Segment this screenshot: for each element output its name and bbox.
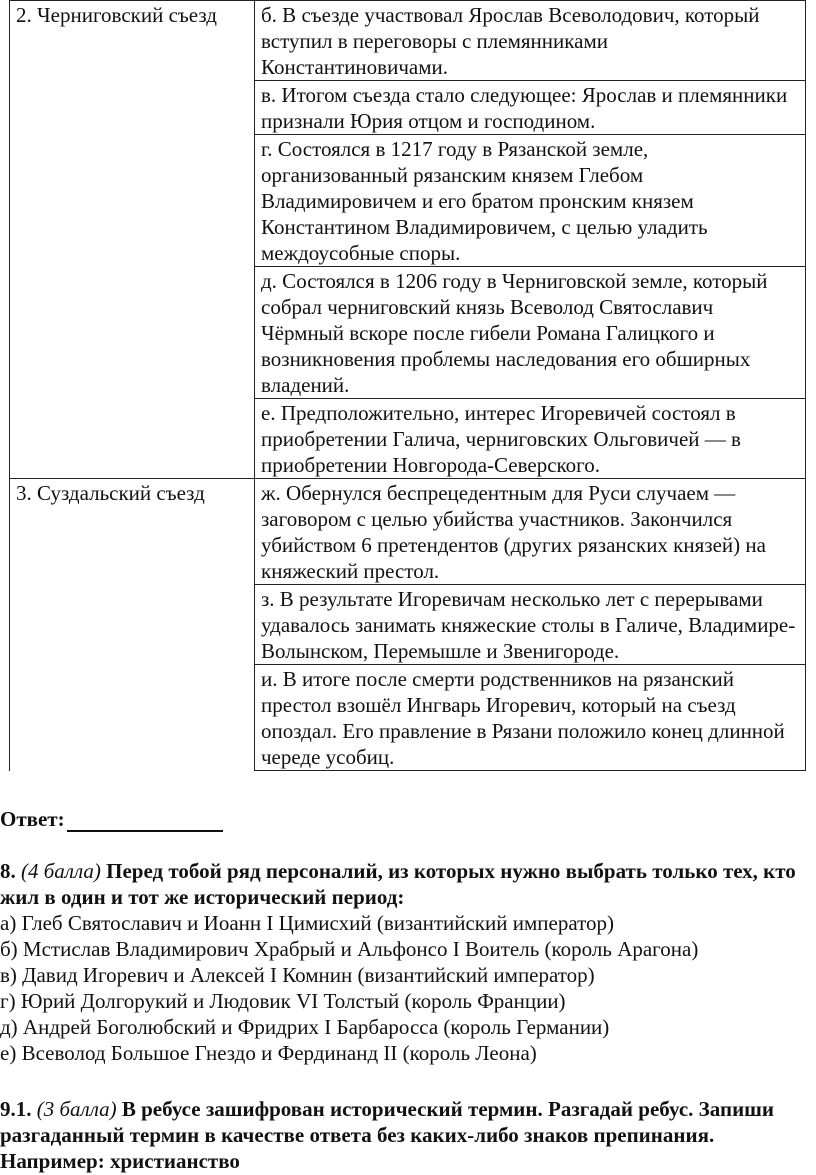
question-8 — [0, 858, 812, 1066]
table-cell-statement: г. Состоялся в 1217 году в Рязанской земле, организованный рязанским князем Глебом Владимировичем и его братом пронским князем Константином Владимировичем, с целью уладить междоусобные споры. — [255, 135, 806, 267]
table-cell-statement: в. Итогом съезда стало следующее: Ярослав и племянники признали Юрия отцом и господином. — [255, 81, 806, 135]
answer-blank[interactable] — [67, 808, 223, 832]
table-row — [10, 1, 806, 81]
table-cell-congress: 3. Суздальский съезд — [10, 479, 255, 771]
question-9-1 — [0, 1096, 812, 1174]
question-8-header — [0, 858, 812, 910]
option-e: д) Андрей Боголюбский и Фридрих I Барбаросса (король Германии) — [0, 1015, 610, 1039]
matching-table — [9, 0, 806, 771]
table-cell-statement: и. В итоге после смерти родственников на рязанский престол взошёл Ингварь Игоревич, который на съезд опоздал. Его правление в Рязани положило конец длинной череде усобиц. — [255, 665, 806, 771]
table-cell-statement: ж. Обернулся беспрецедентным для Руси случаем — заговором с целью убийства участников. Закончился убийством 6 претендентов (других рязанских князей) на княжеский престол. — [255, 479, 806, 585]
table-cell-congress: 2. Черниговский съезд — [10, 1, 255, 479]
table-cell-statement: д. Состоялся в 1206 году в Черниговской земле, который собрал черниговский князь Всеволод Святославич Чёрмный вскоре после гибели Романа Галицкого и возникновения проблемы наследования его обширных владений. — [255, 267, 806, 399]
table-cell-statement: з. В результате Игоревичам несколько лет с перерывами удавалось занимать княжеские столы в Галиче, Владимире-Волынском, Перемышле и Звенигороде. — [255, 585, 806, 665]
option-c: в) Давид Игоревич и Алексей I Комнин (византийский император) — [0, 963, 595, 987]
option-d: г) Юрий Долгорукий и Людовик VI Толстый (король Франции) — [0, 989, 566, 1013]
question-points: (3 балла) — [36, 1097, 117, 1121]
question-number: 9.1. — [0, 1097, 32, 1121]
option-b: б) Мстислав Владимирович Храбрый и Альфонсо I Воитель (король Арагона) — [0, 937, 699, 961]
table-cell-statement: б. В съезде участвовал Ярослав Всеволодович, который вступил в переговоры с племянниками Константиновичами. — [255, 1, 806, 81]
option-a: а) Глеб Святославич и Иоанн I Цимисхий (византийский император) — [0, 911, 614, 935]
answer-label: Ответ: — [0, 807, 65, 831]
option-f: е) Всеволод Большое Гнездо и Фердинанд II (король Леона) — [0, 1041, 537, 1065]
question-statement: В ребусе зашифрован исторический термин. Разгадай ребус. Запиши разгаданный термин в качестве ответа без каких-либо знаков препинания. Например: христианство — [0, 1097, 774, 1173]
question-number: 8. — [0, 859, 16, 883]
table-row — [10, 479, 806, 585]
question-statement: Перед тобой ряд персоналий, из которых нужно выбрать только тех, кто жил в один и тот же исторический период: — [0, 859, 796, 909]
question-points: (4 балла) — [21, 859, 101, 883]
table-cell-statement: е. Предположительно, интерес Игоревичей состоял в приобретении Галича, черниговских Ольговичей — в приобретении Новгорода-Северского. — [255, 399, 806, 479]
answer-line — [0, 806, 223, 832]
